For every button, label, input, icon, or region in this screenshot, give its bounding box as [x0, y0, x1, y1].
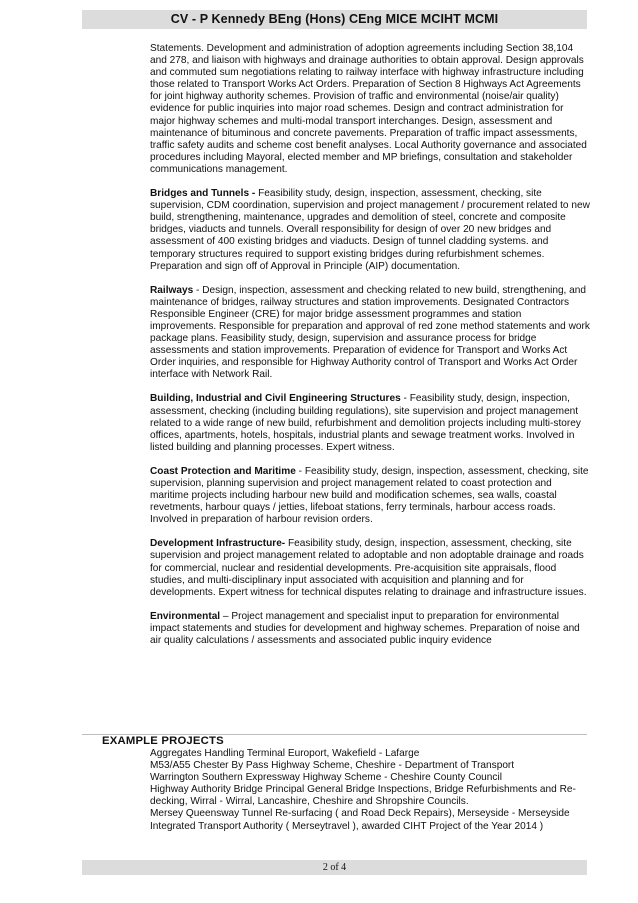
project-line: M53/A55 Chester By Pass Highway Scheme, Cheshire - Department of Transport — [150, 760, 515, 772]
section-paragraph: Railways - Design, inspection, assessment and checking related to new build, strengthening, and maintenance of bridges, railway structures and station improvements. Designated Contractors Responsible Engineer (CRE) for major bridge assessment programmes and station improvements. Responsible for preparation and approval of red zone method statements and work package plans. Feasibility study, design, supervision and assurance process for bridge assessments and station improvements. Preparation of evidence for Transport and Works Act Order inquiries, and responsible for Highway Authority control of Transport and Works Act Order interface with Network Rail. — [150, 284, 590, 381]
section-paragraph — [150, 188, 590, 273]
section-heading: Building, Industrial and Civil Engineering Structures — [150, 393, 401, 405]
section-paragraph: Building, Industrial and Civil Engineering Structures - Feasibility study, design, inspection, assessment, checking (including building regulations), site supervision and project management related to a wide range of new build, refurbishment and demolition projects including multi-storey offices, apartments, hotels, hospitals, industrial plants and sewage treatment works. Involved in listed building and planning processes. Expert witness. — [150, 393, 581, 453]
paragraph-text: Feasibility study, design, inspection, assessment, checking, site supervision, CDM coordination, supervision and project management / procurement related to new build, strengthening, maintenance, upgrades and demolition of steel, concrete and composite bridges, viaducts and tunnels. Overall responsibility for design of over 20 new bridges and assessment of 400 existing bridges and viaducts. Design of tunnel cladding systems. and temporary structures required to support existing bridges during refurbishment schemes. Preparation and sign off of Approval in Principle (AIP) documentation. — [150, 188, 590, 272]
paragraph-text: Statements. Development and administration of adoption agreements including Section 38,104 and 278, and liaison with highways and drainage authorities to obtain approval. Design approvals and commuted sum negotiations relating to railway interface with highway infrastructure including those related to Transport Works Act Orders. Preparation of Section 8 Highways Act Agreements for joint highway authority schemes. Provision of traffic and environmental (noise/air quality) evidence for public inquiries into major road schemes. Design and contract administration for major highway schemes and multi-modal transport interchanges. Design, assessment and maintenance of bituminous and concrete pavements. Preparation of traffic impact assessments, traffic safety audits and scheme cost benefit analyses. Local Authority governance and associated procedures including Mayoral, elected member and MP briefings, consultation and stakeholder communications management. — [150, 43, 587, 175]
paragraph-text: Feasibility study, design, inspection, assessment, checking, site supervision, planning supervision and project management related to coast protection and maritime projects including harbour new build and modification schemes, sea walls, coastal revetments, harbour quays / jetties, lifeboat stations, ferry terminals, harbour access roads. Involved in preparation of harbour revision orders. — [150, 465, 589, 526]
example-projects-heading: EXAMPLE PROJECTS — [102, 735, 224, 747]
paragraph-text: Design, inspection, assessment and checking related to new build, strengthening, and maintenance of bridges, railway structures and station improvements. Designated Contractors Responsible Engineer (CRE) for major bridge assessment programmes and station improvements. Responsible for preparation and approval of red zone method statements and work package plans. Feasibility study, design, supervision and assurance process for bridge assessments and station improvements. Preparation of evidence for Transport and Works Act Order inquiries, and responsible for Highway Authority control of Transport and Works Act Order interface with Network Rail. — [150, 284, 590, 381]
page-header: CV - P Kennedy BEng (Hons) CEng MICE MCIHT MCMI — [82, 10, 587, 29]
project-line: Warrington Southern Expressway Highway Scheme - Cheshire County Council — [150, 772, 502, 784]
section-paragraph — [150, 43, 590, 176]
paragraph-text: Project management and specialist input to preparation for environmental impact statements and studies for development and highway schemes. Preparation of noise and air quality calculations / assessments and associated public inquiry evidence — [150, 610, 580, 647]
section-paragraph: Environmental – Project management and specialist input to preparation for environmental impact statements and studies for development and highway schemes. Preparation of noise and air quality calculations / assessments and associated public inquiry evidence — [150, 610, 580, 647]
paragraph-text: Feasibility study, design, inspection, assessment, checking (including building regulations), site supervision and project management related to a wide range of new build, refurbishment and demolition projects including multi-storey offices, apartments, hotels, hospitals, industrial plants and sewage treatment works. Involved in listed building and planning processes. Expert witness. — [150, 393, 581, 453]
project-line: Highway Authority Bridge Principal General Bridge Inspections, Bridge Refurbishments and Re-decking, Wirral - Wirral, Lancashire, Cheshire and Shropshire Councils. — [150, 784, 576, 808]
section-heading: Bridges and Tunnels - — [150, 188, 256, 200]
section-heading: Development Infrastructure- — [150, 538, 286, 550]
section-heading: Coast Protection and Maritime — [150, 465, 296, 477]
paragraph-text: Feasibility study, design, inspection, assessment, checking, site supervision and project management related to adoptable and non adoptable drainage and roads for commercial, nuclear and residential developments. Pre-acquisition site appraisals, flood studies, and multi-disciplinary input associated with acquisition and planning and for developments. Expert witness for technical disputes relating to drainage and infrastructure issues. — [150, 538, 587, 598]
section-paragraph — [150, 538, 590, 598]
project-line: Aggregates Handling Terminal Europort, Wakefield - Lafarge — [150, 748, 420, 759]
section-heading: Railways — [150, 284, 194, 296]
section-paragraph: Coast Protection and Maritime - Feasibility study, design, inspection, assessment, checking, site supervision, planning supervision and project management related to coast protection and maritime projects including harbour new build and modification schemes, sea walls, coastal revetments, harbour quays / jetties, lifeboat stations, ferry terminals, harbour access roads. Involved in preparation of harbour revision orders. — [150, 465, 589, 526]
section-heading: Environmental — [150, 610, 221, 622]
example-projects-list — [150, 748, 590, 833]
project-line: Mersey Queensway Tunnel Re-surfacing ( and Road Deck Repairs), Merseyside - Merseyside Integrated Transport Authority ( Merseytravel ), awarded CIHT Project of the Year 2014 ) — [150, 808, 570, 832]
cv-body — [150, 43, 590, 659]
page-number: 2 of 4 — [82, 860, 587, 875]
